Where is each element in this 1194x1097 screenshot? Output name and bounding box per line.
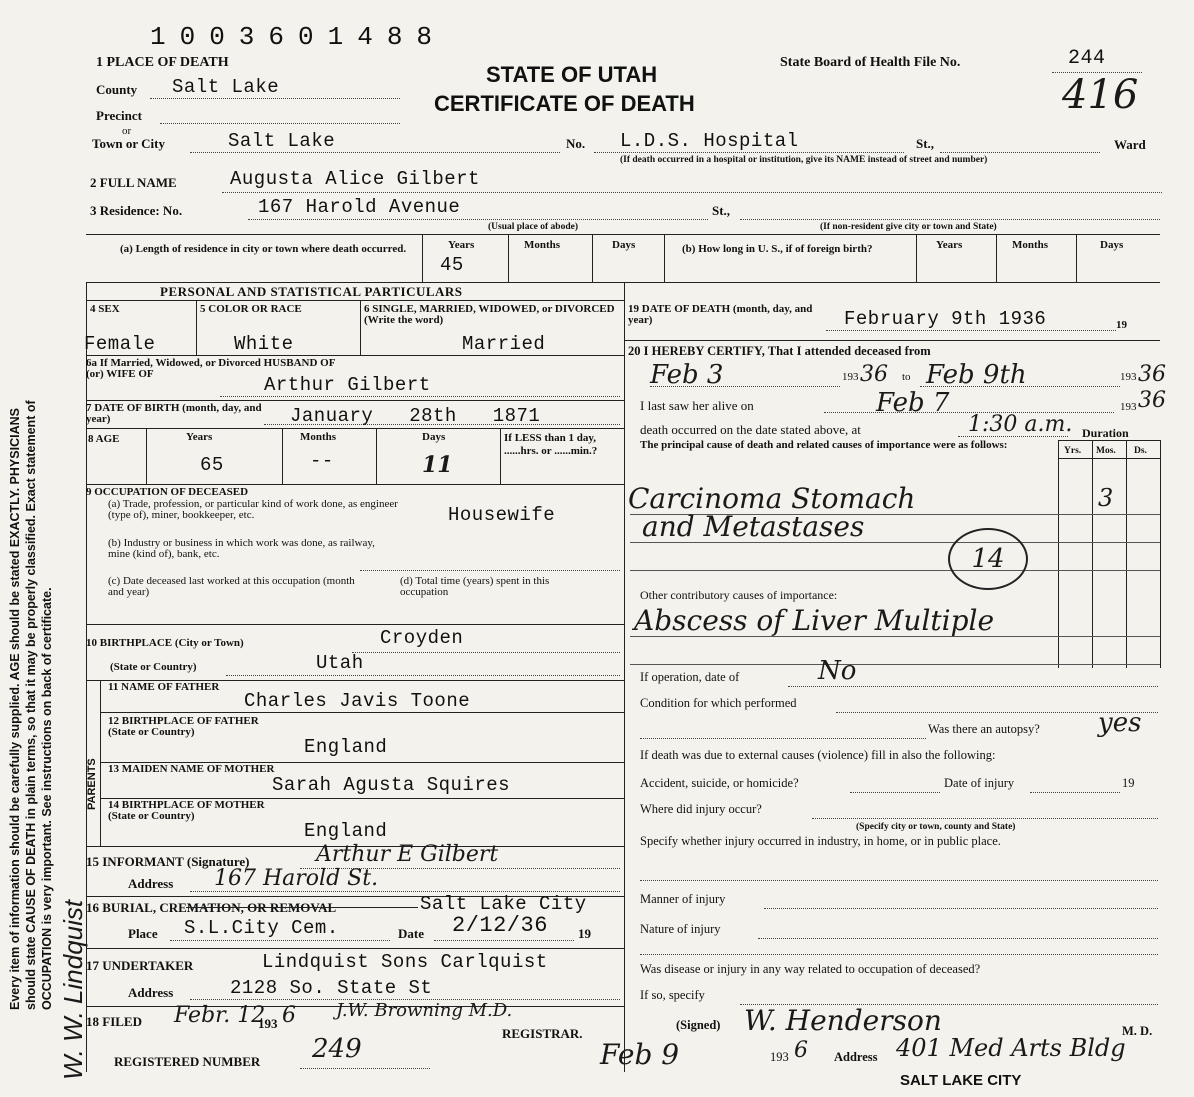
- burial-place: S.L.City Cem.: [184, 917, 339, 939]
- informant-signature: Arthur E Gilbert: [316, 842, 499, 867]
- color-label: 5 COLOR OR RACE: [200, 303, 302, 315]
- father-bp-value: England: [304, 736, 388, 758]
- to-label: to: [902, 371, 911, 383]
- death-time-value: 1:30 a.m.: [968, 412, 1073, 437]
- if-so-label: If so, specify: [640, 988, 705, 1002]
- margin-note-2: should state CAUSE OF DEATH in plain terms, so that it may be properly classified. Exact statement of: [24, 400, 38, 1010]
- occ-c-label: (c) Date deceased last worked at this occupation (month and year): [108, 575, 355, 598]
- other-causes-label: Other contributory causes of importance:: [640, 588, 838, 602]
- attended-from-year: 36: [860, 362, 888, 387]
- physician-address: 401 Med Arts Bldg: [896, 1034, 1126, 1062]
- sex-label: 4 SEX: [90, 303, 120, 315]
- margin-signature: W. W. Lindquist: [58, 899, 88, 1080]
- file-no-handwritten: 416: [1062, 72, 1139, 118]
- ward-label: Ward: [1114, 137, 1146, 152]
- personal-heading: PERSONAL AND STATISTICAL PARTICULARS: [160, 284, 463, 299]
- date-of-death-value: February 9th 1936: [844, 308, 1047, 330]
- signed-year-prefix: 193: [770, 1050, 789, 1064]
- attended-to: Feb 9th: [926, 360, 1027, 390]
- residence-st-label: St.,: [712, 203, 731, 218]
- date-of-death-label: 19 DATE OF DEATH (month, day, and year): [628, 303, 813, 326]
- certify-label: 20 I HEREBY CERTIFY, That I attended deceased from: [628, 344, 931, 358]
- county-label: County: [96, 82, 138, 97]
- page-title-2: CERTIFICATE OF DEATH: [434, 91, 695, 116]
- operation-value: No: [818, 656, 857, 686]
- where-label: Where did injury occur?: [640, 802, 762, 816]
- age-years-value: 65: [200, 454, 224, 476]
- spouse-value: Arthur Gilbert: [264, 374, 431, 396]
- cause-intro-label: The principal cause of death and related causes of importance were as follows:: [640, 439, 1008, 451]
- burial-year-suffix: 19: [578, 926, 591, 941]
- residence-a-label: (a) Length of residence in city or town where death occurred.: [120, 243, 407, 255]
- registrar-label: REGISTRAR.: [502, 1026, 583, 1041]
- yrs-label: Yrs.: [1064, 446, 1082, 456]
- specify-label: Specify whether injury occurred in industry, in home, or in public place.: [640, 834, 1001, 848]
- dob-label: 7 DATE OF BIRTH (month, day, and year): [86, 402, 262, 425]
- precinct-label: Precinct: [96, 108, 142, 123]
- town-label: Town or City: [92, 136, 165, 151]
- other-cause-value: Abscess of Liver Multiple: [634, 604, 995, 637]
- burial-city: Salt Lake City: [420, 893, 587, 915]
- less-than-label: If LESS than 1 day, ......hrs. or ......min.?: [504, 432, 598, 457]
- age-label: 8 AGE: [88, 433, 120, 445]
- st-label: St.,: [916, 136, 935, 151]
- occ-a-label: (a) Trade, profession, or particular kind of work done, as engineer (type of), miner, bookkeeper, etc.: [108, 498, 398, 521]
- days-label: Days: [612, 239, 636, 251]
- burial-place-label: Place: [128, 926, 158, 941]
- last-saw-value: Feb 7: [876, 388, 950, 418]
- md-label: M. D.: [1122, 1024, 1153, 1038]
- file-no-label: State Board of Health File No.: [780, 55, 961, 70]
- birthplace-state: Utah: [316, 652, 364, 674]
- father-value: Charles Javis Toone: [244, 690, 471, 712]
- autopsy-value: yes: [1098, 708, 1142, 738]
- b-months-label: Months: [1012, 239, 1049, 251]
- undertaker-label: 17 UNDERTAKER: [86, 958, 194, 973]
- birthplace-city: Croyden: [380, 627, 464, 649]
- parents-side-label: PARENTS: [86, 758, 98, 810]
- undertaker-name: Lindquist Sons Carlquist: [262, 951, 548, 973]
- b-years-label: Years: [936, 239, 963, 251]
- residence-label: 3 Residence: No.: [90, 203, 183, 218]
- external-causes-label: If death was due to external causes (violence) fill in also the following:: [640, 748, 996, 762]
- ds-label: Ds.: [1134, 446, 1147, 456]
- burial-label: 16 BURIAL, CREMATION, OR REMOVAL: [86, 900, 337, 915]
- residence-years-value: 45: [440, 254, 464, 276]
- filed-year: 6: [282, 1003, 296, 1028]
- residence-value: 167 Harold Avenue: [258, 196, 461, 218]
- undertaker-address: 2128 So. State St: [230, 977, 433, 999]
- attended-to-year: 36: [1138, 362, 1166, 387]
- age-months-label: Months: [300, 431, 337, 443]
- marital-value: Married: [462, 333, 546, 355]
- mos-label: Mos.: [1096, 446, 1116, 456]
- filed-label: 18 FILED: [86, 1014, 142, 1029]
- attended-from-year-prefix: 193: [842, 371, 859, 383]
- county-value: Salt Lake: [172, 76, 280, 98]
- residence-b-label: (b) How long in U. S., if of foreign birth?: [682, 243, 873, 255]
- condition-label: Condition for which performed: [640, 696, 797, 710]
- injury-date-label: Date of injury: [944, 776, 1015, 790]
- town-value: Salt Lake: [228, 130, 336, 152]
- city-stamp: SALT LAKE CITY: [900, 1072, 1022, 1089]
- physician-signature: W. Henderson: [744, 1004, 942, 1037]
- registrar-signature: J.W. Browning M.D.: [336, 1000, 513, 1021]
- age-months-value: --: [310, 450, 334, 472]
- color-value: White: [234, 333, 294, 355]
- age-years-label: Years: [186, 431, 213, 443]
- registered-number-label: REGISTERED NUMBER: [114, 1054, 261, 1069]
- spouse-label: 6a If Married, Widowed, or Divorced HUSBAND OF (or) WIFE OF: [86, 357, 336, 380]
- months-label: Months: [524, 239, 561, 251]
- sex-value: Female: [84, 333, 156, 355]
- b-days-label: Days: [1100, 239, 1124, 251]
- signed-date: Feb 9: [600, 1038, 680, 1071]
- file-no-value: 244: [1068, 47, 1106, 70]
- full-name-label: 2 FULL NAME: [90, 175, 177, 190]
- mother-value: Sarah Agusta Squires: [272, 774, 511, 796]
- margin-note-3: OCCUPATION is very important. See instructions on back of certificate.: [40, 587, 54, 1010]
- occ-d-label: (d) Total time (years) spent in this occupation: [400, 575, 550, 598]
- age-days-value: 11: [422, 452, 453, 478]
- injury-year-suffix: 19: [1122, 776, 1135, 790]
- filed-date: Febr. 12: [174, 1003, 266, 1028]
- autopsy-label: Was there an autopsy?: [928, 722, 1040, 736]
- death-time-label: death occurred on the date stated above, at: [640, 422, 861, 437]
- nature-label: Nature of injury: [640, 922, 721, 936]
- undertaker-address-label: Address: [128, 985, 174, 1000]
- attended-to-year-prefix: 193: [1120, 371, 1137, 383]
- burial-date-label: Date: [398, 926, 424, 941]
- signed-label: (Signed): [676, 1018, 721, 1032]
- mother-bp-value: England: [304, 820, 388, 842]
- age-days-label: Days: [422, 431, 446, 443]
- registered-number: 249: [312, 1034, 362, 1064]
- occupation-label: 9 OCCUPATION OF DECEASED: [86, 486, 249, 498]
- serial-number: 1003601488: [150, 22, 447, 52]
- nonres-note: (If non-resident give city or town and State): [820, 222, 997, 232]
- filed-year-prefix: 193: [258, 1016, 278, 1031]
- abode-note: (Usual place of abode): [488, 222, 578, 232]
- or-label: or: [122, 125, 132, 137]
- margin-note-1: Every item of information should be carefully supplied. AGE should be stated EXACTLY. PHYSICIANS: [8, 408, 22, 1010]
- occ-b-label: (b) Industry or business in which work was done, as railway, mine (kind of), bank, etc.: [108, 537, 375, 560]
- signed-year: 6: [794, 1038, 808, 1063]
- hospital-value: L.D.S. Hospital: [620, 130, 799, 152]
- father-bp-label: 12 BIRTHPLACE OF FATHER (State or Country): [108, 715, 259, 738]
- mother-bp-label: 14 BIRTHPLACE OF MOTHER (State or Country): [108, 799, 265, 822]
- dob-value: January 28th 1871: [290, 405, 541, 427]
- burial-date: 2/12/36: [452, 913, 548, 938]
- informant-label: 15 INFORMANT (Signature): [86, 854, 250, 869]
- last-saw-year-prefix: 193: [1120, 401, 1137, 413]
- attended-from: Feb 3: [650, 360, 724, 390]
- stamp-circle: 14: [948, 528, 1028, 590]
- occupation-value: Housewife: [448, 504, 556, 526]
- mother-label: 13 MAIDEN NAME OF MOTHER: [108, 763, 275, 775]
- years-label: Years: [448, 239, 475, 251]
- operation-label: If operation, date of: [640, 670, 740, 684]
- last-saw-label: I last saw her alive on: [640, 398, 754, 413]
- hospital-note: (If death occurred in a hospital or institution, give its NAME instead of street and number): [620, 155, 988, 165]
- place-of-death-label: 1 PLACE OF DEATH: [96, 55, 229, 70]
- occupation-related-label: Was disease or injury in any way related to occupation of deceased?: [640, 962, 981, 976]
- birthplace-label: 10 BIRTHPLACE (City or Town): [86, 637, 244, 649]
- state-country-label: (State or Country): [110, 661, 197, 673]
- marital-label: 6 SINGLE, MARRIED, WIDOWED, or DIVORCED (Write the word): [364, 303, 615, 326]
- informant-address-label: Address: [128, 876, 174, 891]
- page-title-1: STATE OF UTAH: [486, 62, 658, 87]
- accident-label: Accident, suicide, or homicide?: [640, 776, 799, 790]
- informant-address: 167 Harold St.: [214, 866, 379, 891]
- cause-line-1: Carcinoma Stomach: [628, 482, 916, 515]
- full-name-value: Augusta Alice Gilbert: [230, 168, 480, 190]
- duration-mos-value: 3: [1098, 484, 1114, 512]
- date-of-death-year-suffix: 19: [1116, 319, 1127, 331]
- physician-address-label: Address: [834, 1050, 878, 1064]
- no-label: No.: [566, 136, 586, 151]
- father-label: 11 NAME OF FATHER: [108, 681, 220, 693]
- manner-label: Manner of injury: [640, 892, 726, 906]
- where-note: (Specify city or town, county and State): [856, 822, 1016, 832]
- duration-label: Duration: [1082, 426, 1129, 440]
- last-saw-year: 36: [1138, 388, 1166, 413]
- cause-line-2: and Metastases: [642, 510, 865, 543]
